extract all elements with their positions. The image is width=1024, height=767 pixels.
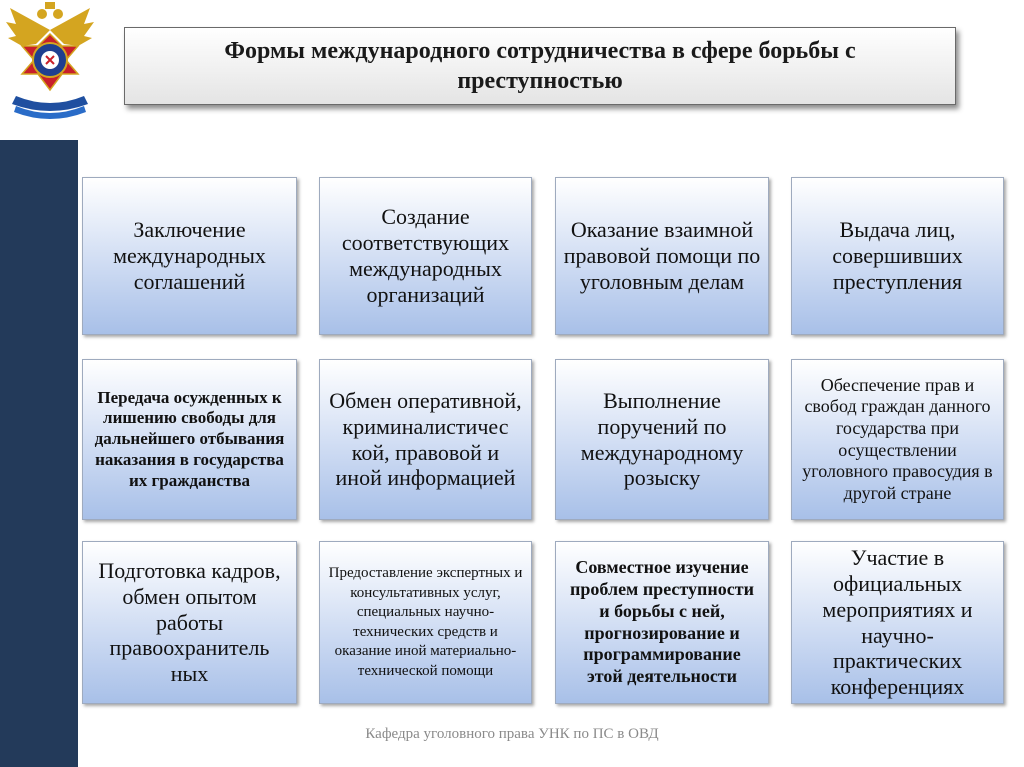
left-sidebar-bar xyxy=(0,140,78,767)
card-transfer-convicted xyxy=(82,359,297,520)
card-text: Передача осужденных к лишению свободы для дальнейшего отбывания наказания в государства их гражданства xyxy=(94,387,285,490)
footer-department: Кафедра уголовного права УНК по ПС в ОВД xyxy=(365,726,659,742)
card-text: Заключение международных соглашений xyxy=(113,217,266,294)
card-training xyxy=(82,541,297,704)
card-conferences xyxy=(791,541,1004,704)
card-info-exchange xyxy=(319,359,532,520)
card-text: Выполнение поручений по международному розыску xyxy=(580,387,744,491)
card-text: Подготовка кадров, обмен опытом работы правоохранитель ных xyxy=(98,557,281,687)
card-text: Участие в официальных мероприятиях и научно-практических конференциях xyxy=(822,544,973,700)
card-legal-assistance xyxy=(555,177,769,335)
slide-title: Формы международного сотрудничества в сфере борьбы с преступностью xyxy=(224,38,856,94)
card-extradition xyxy=(791,177,1004,335)
card-joint-study xyxy=(555,541,769,704)
card-search-requests xyxy=(555,359,769,520)
card-text: Выдача лиц, совершивших преступления xyxy=(832,217,963,294)
card-organizations xyxy=(319,177,532,335)
card-text: Создание соответствующих международных организаций xyxy=(341,204,510,307)
card-expert-services xyxy=(319,541,532,704)
card-text: Совместное изучение проблем преступности и борьбы с ней, прогнозирование и программирование этой деятельности xyxy=(570,556,754,687)
slide-title-box xyxy=(124,27,956,105)
emblem-icon xyxy=(2,0,98,130)
card-text: Обмен оперативной, криминалистичес кой, правовой и иной информацией xyxy=(329,387,522,491)
card-text: Обеспечение прав и свобод граждан данного государства при осуществлении уголовного правосудия в другой стране xyxy=(802,374,993,503)
card-text: Предоставление экспертных и консультативных услуг, специальных научно-технических средств и оказание иной материально-технической помощи xyxy=(328,565,523,679)
card-text: Оказание взаимной правовой помощи по уголовным делам xyxy=(563,217,761,294)
card-citizen-rights xyxy=(791,359,1004,520)
card-international-agreements xyxy=(82,177,297,335)
